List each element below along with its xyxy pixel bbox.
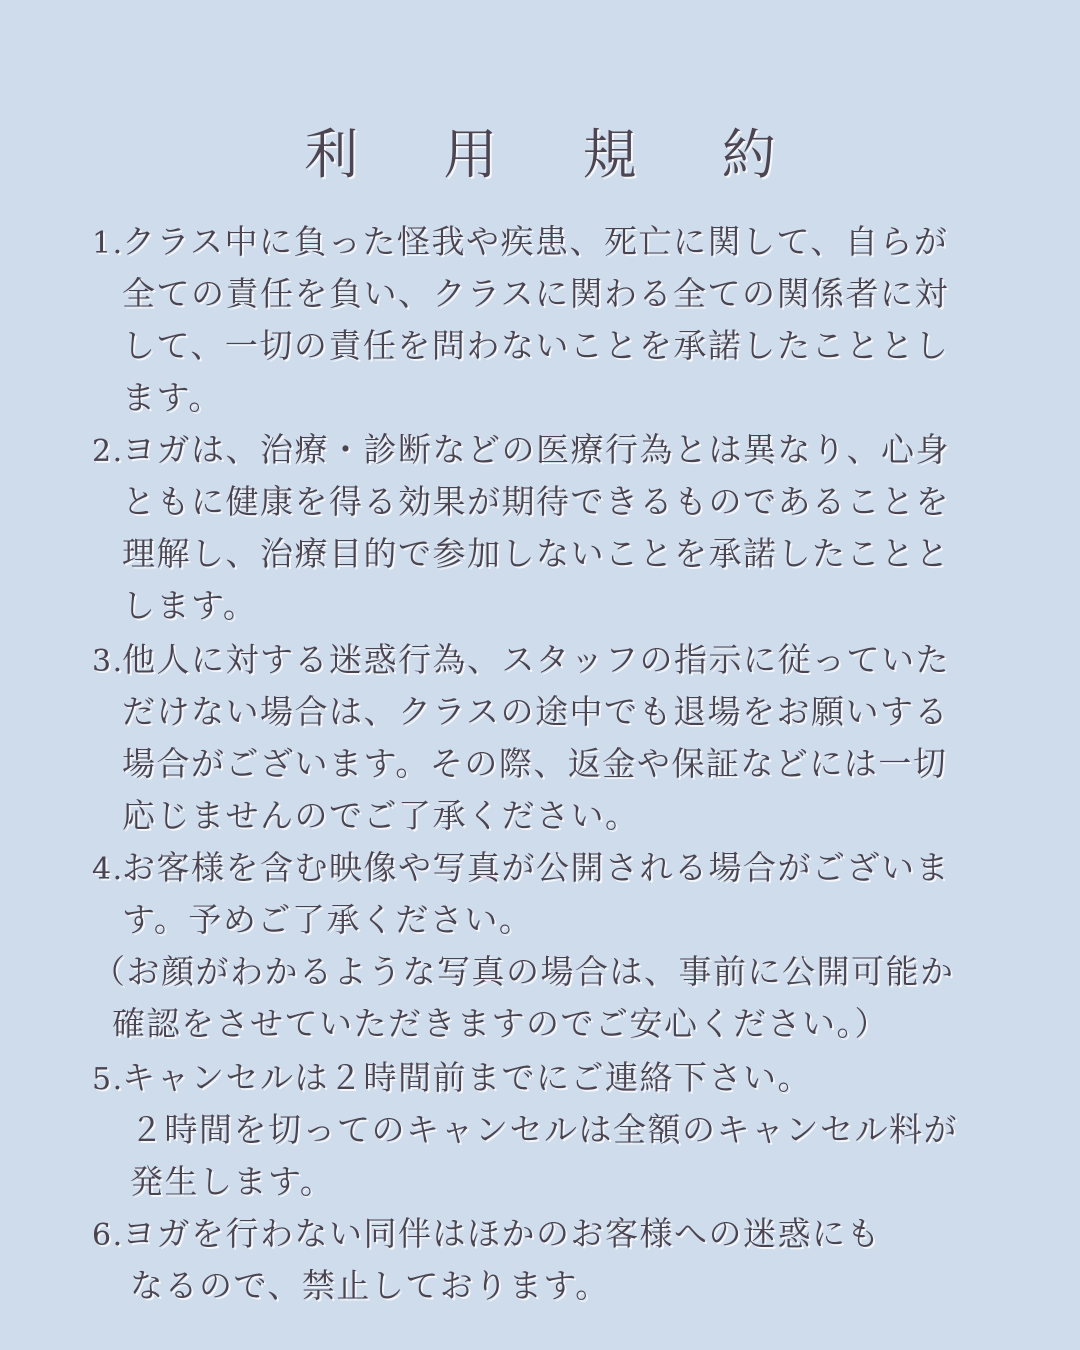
item-1-number: 1. bbox=[92, 226, 124, 261]
item-4-number: 4. bbox=[92, 852, 124, 887]
item-1-line-2: 全ての責任を負い、クラスに関わる全ての関係者に対 bbox=[122, 274, 950, 313]
item-1-line-1: 1.クラス中に負った怪我や疾患、死亡に関して、自らが bbox=[92, 222, 948, 264]
item-3-number: 3. bbox=[92, 644, 124, 679]
item-5-line-2: ２時間を切ってのキャンセルは全額のキャンセル料が bbox=[130, 1110, 958, 1149]
item-3-line-4: 応じませんのでご了承ください。 bbox=[122, 796, 640, 835]
item-2-line-3: 理解し、治療目的で参加しないことを承諾したことと bbox=[122, 534, 950, 573]
item-6-line-2: なるので、禁止しております。 bbox=[130, 1266, 610, 1305]
item-1-line-4: ます。 bbox=[122, 378, 223, 417]
item-5-number: 5. bbox=[92, 1062, 124, 1097]
item-2-line-1: 2.ヨガは、治療・診断などの医療行為とは異なり、心身 bbox=[92, 430, 950, 472]
item-3-line-1: 3.他人に対する迷惑行為、スタッフの指示に従っていた bbox=[92, 640, 950, 682]
item-2-number: 2. bbox=[92, 434, 124, 469]
page-title: 利 用 規 約 bbox=[304, 123, 810, 186]
item-2-line-4: します。 bbox=[122, 586, 258, 625]
note-line-1: （お顔がわかるような写真の場合は、事前に公開可能か bbox=[92, 952, 955, 991]
item-4-line-2: す。予めご了承ください。 bbox=[122, 900, 534, 939]
item-3-line-3: 場合がございます。その際、返金や保証などには一切 bbox=[122, 744, 948, 783]
item-6-line-1: 6.ヨガを行わない同伴はほかのお客様への迷惑にも bbox=[92, 1214, 881, 1256]
item-4-line-1: 4.お客様を含む映像や写真が公開される場合がございま bbox=[92, 848, 950, 890]
note-line-2: 確認をさせていただきますのでご安心ください。） bbox=[112, 1004, 889, 1043]
item-5-line-3: 発生します。 bbox=[130, 1162, 335, 1201]
item-2-line-2: ともに健康を得る効果が期待できるものであることを bbox=[122, 482, 950, 521]
item-6-number: 6. bbox=[92, 1218, 124, 1253]
item-5-line-1: 5.キャンセルは２時間前までにご連絡下さい。 bbox=[92, 1058, 812, 1100]
item-1-line-3: して、一切の責任を問わないことを承諾したこととし bbox=[122, 326, 950, 365]
item-3-line-2: だけない場合は、クラスの途中でも退場をお願いする bbox=[122, 692, 950, 731]
